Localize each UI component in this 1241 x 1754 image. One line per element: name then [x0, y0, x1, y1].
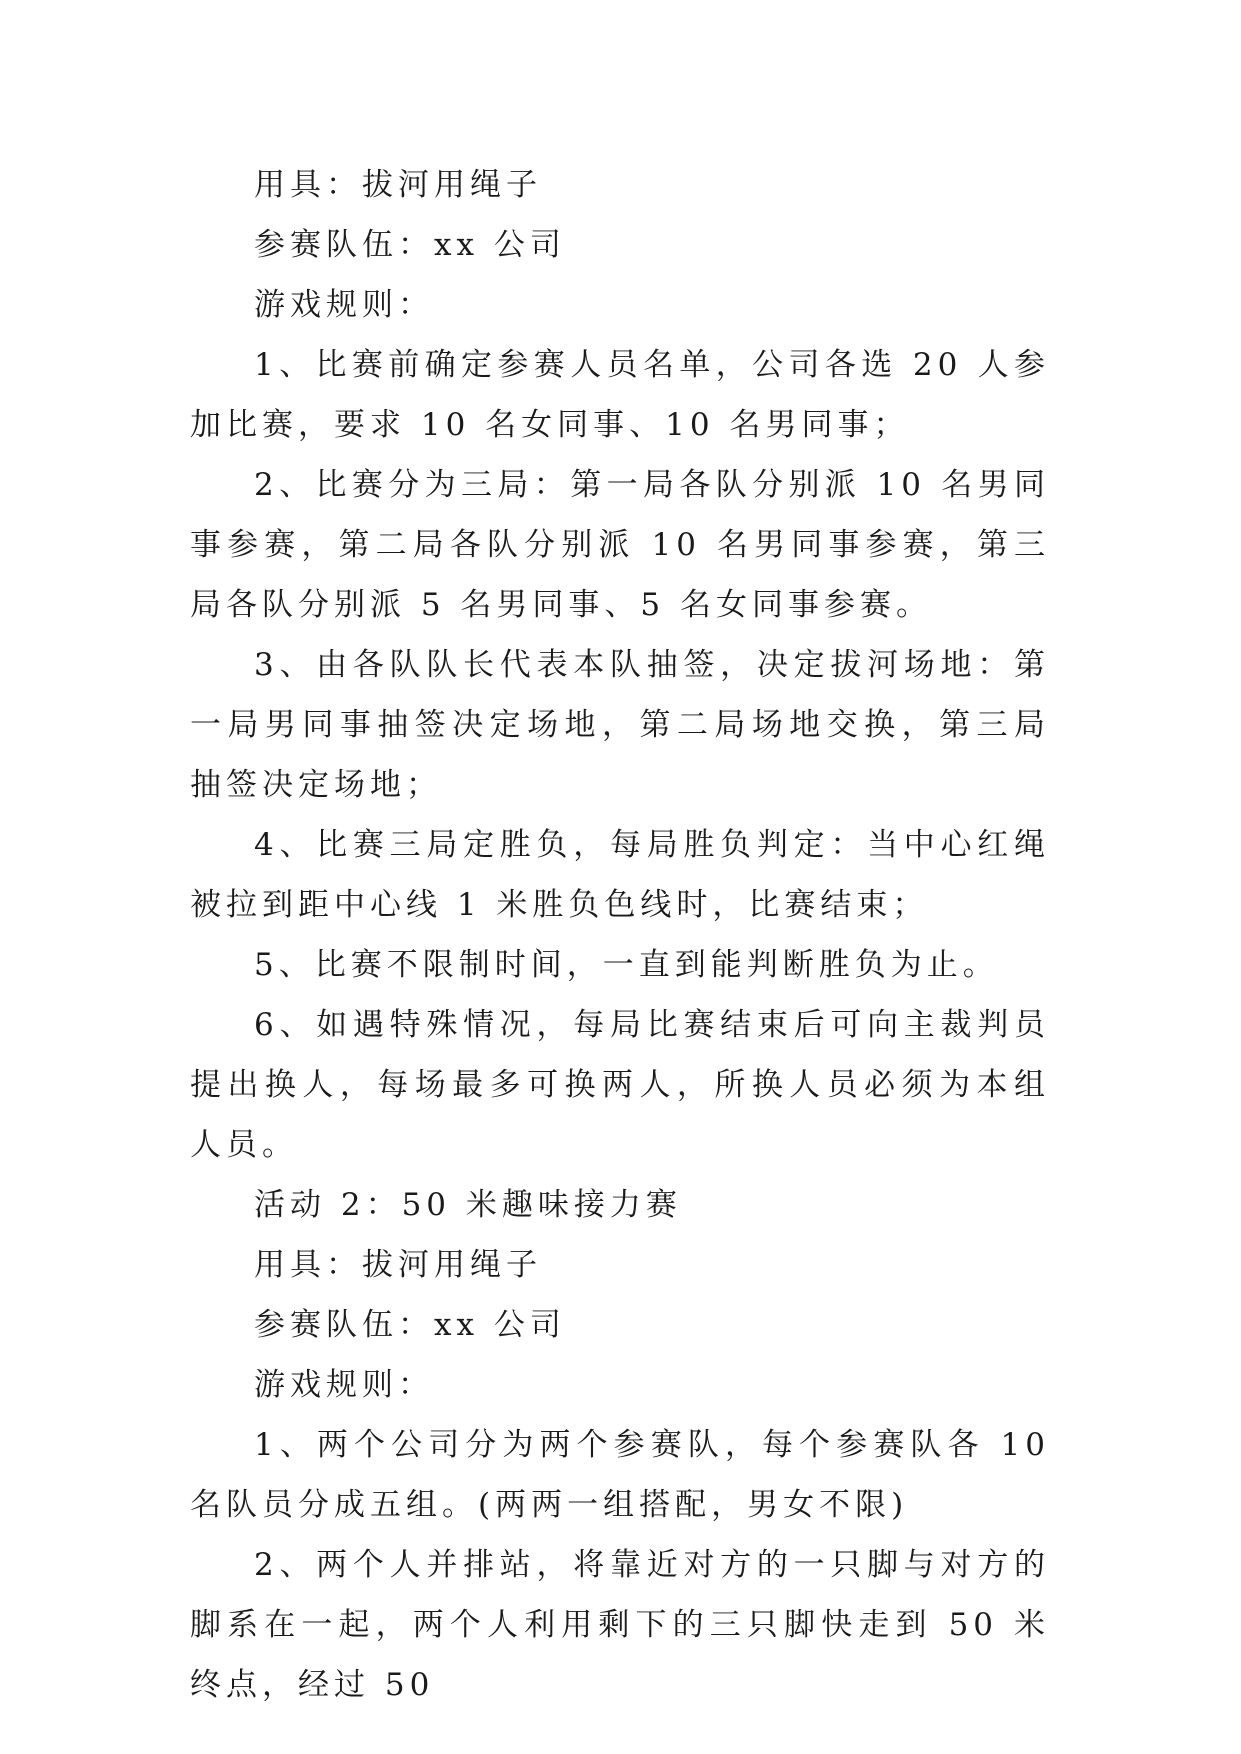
- rule-item-2: 2、比赛分为三局：第一局各队分别派 10 名男同事参赛，第二局各队分别派 10 名男同事参赛，第三局各队分别派 5 名男同事、5 名女同事参赛。: [190, 467, 1050, 623]
- rule-item-5: 5、比赛不限制时间，一直到能判断胜负为止。: [254, 947, 999, 983]
- team-line: 参赛队伍：xx 公司: [254, 227, 566, 263]
- document-body: [190, 155, 1050, 1715]
- activity-2-title: 活动 2：50 米趣味接力赛: [254, 1187, 682, 1223]
- relay-rule-item-1: 1、两个公司分为两个参赛队，每个参赛队各 10 名队员分成五组。(两两一组搭配，男女不限): [190, 1427, 1050, 1523]
- rules-heading: 游戏规则：: [254, 287, 434, 323]
- team-line-2: 参赛队伍：xx 公司: [254, 1307, 566, 1343]
- rule-item-1: 1、比赛前确定参赛人员名单，公司各选 20 人参加比赛，要求 10 名女同事、10 名男同事；: [190, 347, 1050, 443]
- relay-rule-item-2: 2、两个人并排站，将靠近对方的一只脚与对方的脚系在一起，两个人利用剩下的三只脚快走到 50 米终点，经过 50: [190, 1547, 1050, 1703]
- rules-heading-2: 游戏规则：: [254, 1367, 434, 1403]
- rule-item-4: 4、比赛三局定胜负，每局胜负判定：当中心红绳被拉到距中心线 1 米胜负色线时，比赛结束；: [190, 827, 1050, 923]
- equipment-line: 用具：拔河用绳子: [254, 167, 542, 203]
- rule-item-3: 3、由各队队长代表本队抽签，决定拔河场地：第一局男同事抽签决定场地，第二局场地交换，第三局抽签决定场地；: [190, 647, 1050, 803]
- equipment-line-2: 用具：拔河用绳子: [254, 1247, 542, 1283]
- rule-item-6: 6、如遇特殊情况，每局比赛结束后可向主裁判员提出换人，每场最多可换两人，所换人员必须为本组人员。: [190, 1007, 1050, 1163]
